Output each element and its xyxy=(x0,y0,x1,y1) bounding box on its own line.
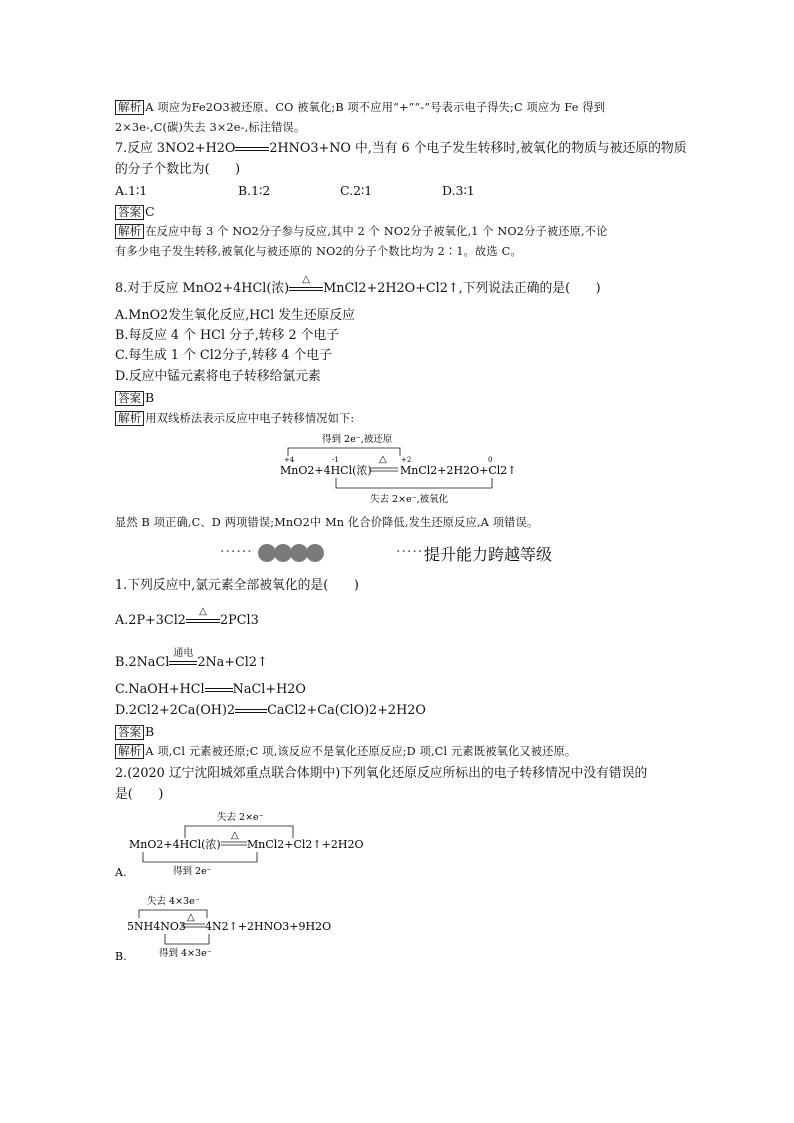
question-7-stem: 7.反应 3NO2+H2O 2HNO3+NO 中,当有 6 个电子发生转移时,被氧化的物质与被还原的物质 xyxy=(115,141,687,156)
option-b: B.2NaCl 通电 2Na+Cl2↑ xyxy=(115,647,268,670)
practice-question-2-stem: 2.(2020 辽宁沈阳城郊重点联合体期中)下列氧化还原反应所标出的电子转移情况中没有错误的 xyxy=(115,766,648,781)
answer-tag: 答案 xyxy=(115,205,144,220)
option-d: D.反应中锰元素将电子转移给氯元素 xyxy=(115,369,321,384)
option-c: C.每生成 1 个 Cl2分子,转移 4 个电子 xyxy=(115,348,332,363)
option-d: D.2Cl2+2Ca(OH)2 CaCl2+Ca(ClO)2+2H2O xyxy=(115,703,426,718)
option-b-diagram xyxy=(115,894,355,966)
answer-value: C xyxy=(145,204,155,219)
answer-line xyxy=(115,724,154,740)
explanation-text: A 项应为Fe2O3被还原、CO 被氧化;B 项不应用“+”“-”号表示电子得失;C 项应为 Fe 得到 xyxy=(145,101,606,114)
heat-condition: △ xyxy=(231,830,239,841)
explanation-line: 解析 A 项,Cl 元素被还原;C 项,该反应不是氧化还原反应;D 项,Cl 元素既被氧化又被还原。 xyxy=(115,744,576,760)
explanation-line: 有多少电子发生转移,被氧化与被还原的 NO2的分子个数比均为 2∶1。故选 C。 xyxy=(115,245,522,258)
option-a: A.MnO2发生氧化反应,HCl 发生还原反应 xyxy=(115,308,356,323)
option-label: A. xyxy=(115,866,127,879)
ox-state: 0 xyxy=(488,456,493,464)
practice-question-2-stem-cont: 是( ) xyxy=(115,787,164,802)
products: MnCl2+Cl2↑+2H2O xyxy=(247,838,364,851)
products: 4N2↑+2HNO3+9H2O xyxy=(205,920,332,933)
explanation-tag: 解析 xyxy=(115,744,144,759)
reactants: 5NH4NO3 xyxy=(127,920,186,933)
diagram-products: MnCl2+2H2O+Cl2↑ xyxy=(400,464,517,477)
practice-question-1-stem: 1.下列反应中,氯元素全部被氧化的是( ) xyxy=(115,578,359,593)
explanation-tag: 解析 xyxy=(115,411,144,426)
option-b: B.每反应 4 个 HCl 分子,转移 2 个电子 xyxy=(115,328,340,343)
explanation-tag: 解析 xyxy=(115,224,144,239)
question-7-stem-cont: 的分子个数比为( ) xyxy=(115,162,241,177)
answer-tag: 答案 xyxy=(115,391,144,406)
loss-bracket xyxy=(336,478,492,488)
explanation-line: 显然 B 项正确,C、D 两项错误;MnO2中 Mn 化合价降低,发生还原反应,A 项错误。 xyxy=(115,516,539,529)
explanation-line: 解析 在反应中每 3 个 NO2分子参与反应,其中 2 个 NO2分子被氧化,1 个 NO2分子被还原,不论 xyxy=(115,224,608,240)
option-label: B. xyxy=(115,950,127,963)
explanation-line xyxy=(115,100,605,116)
explanation-line: 解析 用双线桥法表示反应中电子转移情况如下: xyxy=(115,411,354,427)
option-a-diagram xyxy=(115,808,385,880)
section-banner xyxy=(220,540,580,568)
question-8-stem: 8.对于反应 MnO2+4HCl(浓) △ MnCl2+2H2O+Cl2↑,下列说法正确的是( ) xyxy=(115,273,601,296)
gain-label: 得到 4×3e⁻ xyxy=(159,948,212,959)
loss-label: 失去 2×e⁻,被氧化 xyxy=(370,494,449,505)
heat-condition: △ xyxy=(187,912,195,923)
option-a: A.1∶1 xyxy=(115,183,148,198)
answer-line xyxy=(115,390,154,406)
option-c: C.NaOH+HCl NaCl+H2O xyxy=(115,682,306,697)
answer-value: B xyxy=(145,724,155,739)
section-title: 提升能力跨越等级 xyxy=(424,545,553,564)
reactants: MnO2+4HCl(浓) xyxy=(129,838,221,851)
ox-state: +4 xyxy=(284,456,295,464)
banner-dots: ······ xyxy=(396,544,429,560)
option-a: A.2P+3Cl2 △ 2PCl3 xyxy=(115,605,259,628)
option-d: D.3∶1 xyxy=(442,183,475,198)
ox-state: -1 xyxy=(332,456,339,464)
diagram-reactants: MnO2+4HCl(浓) xyxy=(280,464,372,477)
loss-label: 失去 4×3e⁻ xyxy=(147,896,200,907)
reaction-arrow: △ xyxy=(289,284,323,294)
explanation-tag: 解析 xyxy=(115,100,144,115)
option-b: B.1∶2 xyxy=(238,183,271,198)
gain-label: 得到 2e⁻ xyxy=(173,866,212,877)
heat-condition: △ xyxy=(379,454,387,465)
answer-tag: 答案 xyxy=(115,725,144,740)
loss-label: 失去 2×e⁻ xyxy=(217,812,264,823)
ox-state: +2 xyxy=(401,456,412,464)
answer-value: B xyxy=(145,390,155,405)
option-c: C.2∶1 xyxy=(340,183,373,198)
answer-line xyxy=(115,204,155,220)
banner-dots: ······ xyxy=(220,544,253,560)
banner-decoration xyxy=(258,544,330,562)
electron-transfer-diagram xyxy=(270,428,530,508)
gain-label: 得到 2e⁻,被还原 xyxy=(322,434,393,445)
explanation-line: 2×3e-,C(碳)失去 3×2e-,标注错误。 xyxy=(115,121,306,134)
equals-sign xyxy=(235,144,269,154)
